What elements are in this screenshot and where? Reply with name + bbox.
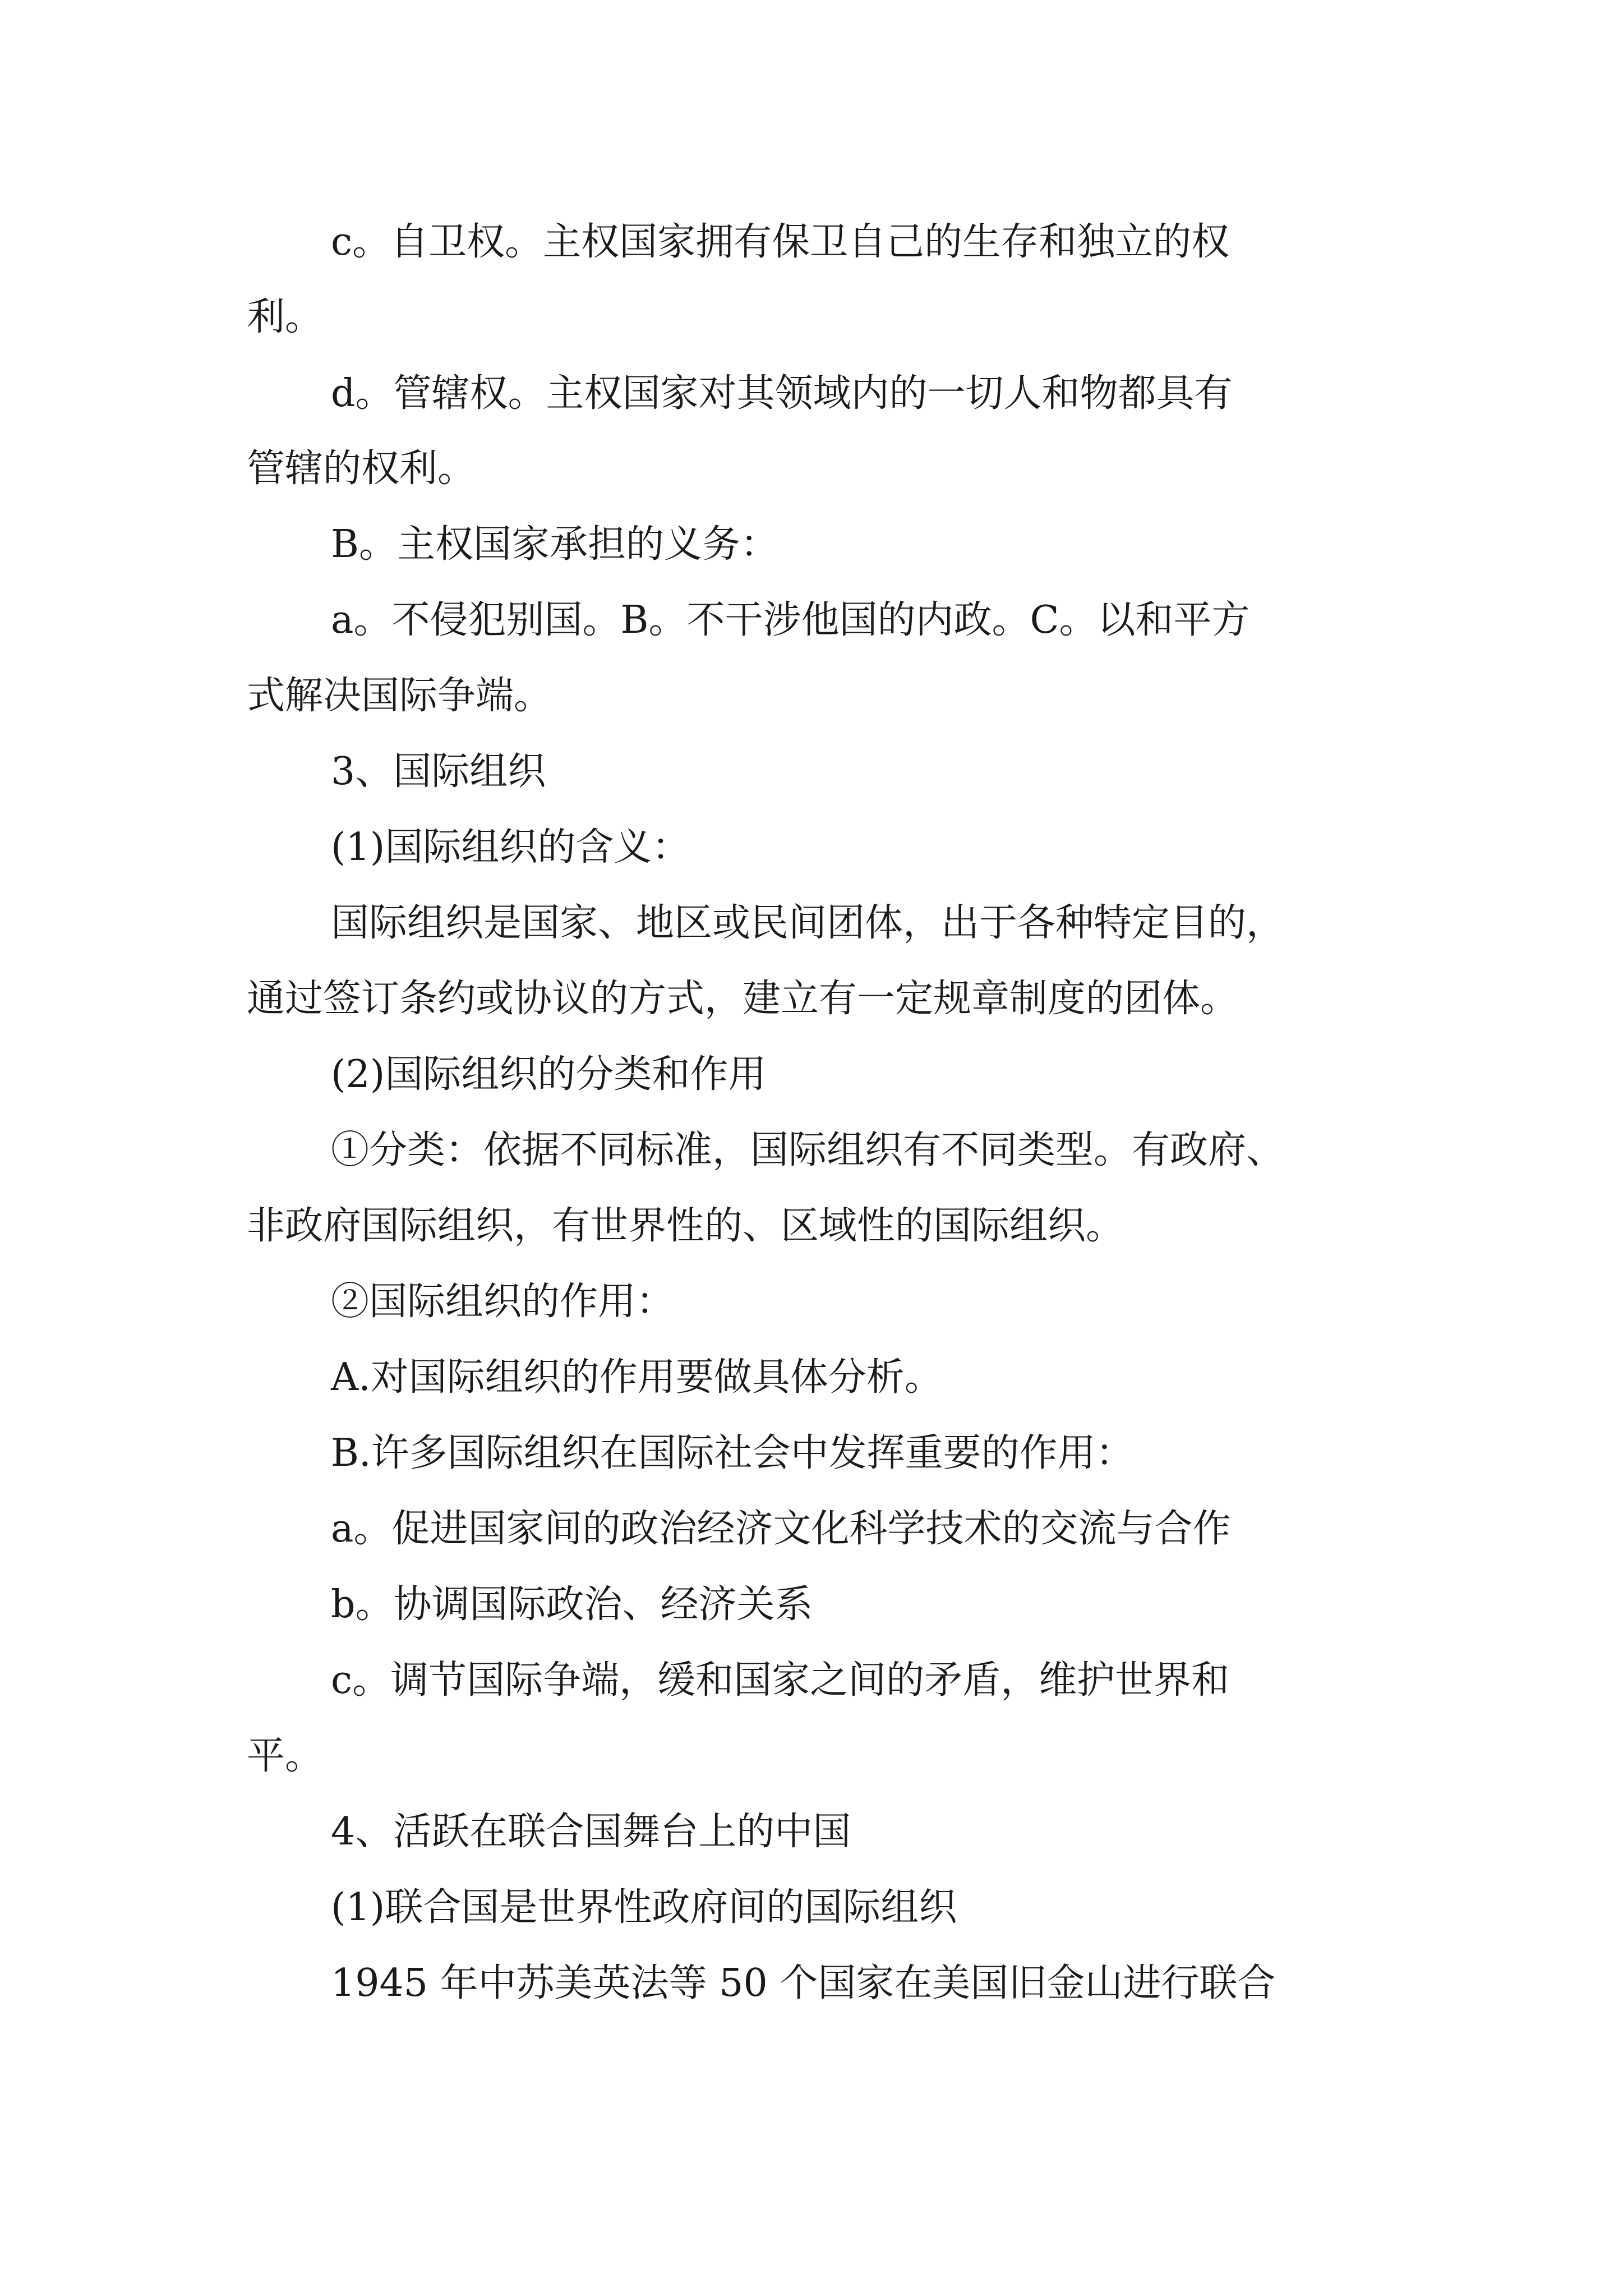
paragraph-line: d。管辖权。主权国家对其领域内的一切人和物都具有 bbox=[331, 371, 1233, 416]
subsection-heading: (1)联合国是世界性政府间的国际组织 bbox=[331, 1885, 957, 1930]
paragraph-line: 管辖的权利。 bbox=[247, 447, 476, 491]
paragraph-line: 1945 年中苏美英法等 50 个国家在美国旧金山进行联合 bbox=[331, 1961, 1276, 2005]
paragraph-line: a。不侵犯别国。B。不干涉他国的内政。C。以和平方 bbox=[331, 598, 1250, 642]
paragraph-line: B。主权国家承担的义务： bbox=[331, 522, 778, 567]
paragraph-line: ②国际组织的作用： bbox=[331, 1280, 675, 1324]
section-heading: 3、国际组织 bbox=[331, 749, 546, 794]
paragraph-line: A.对国际组织的作用要做具体分析。 bbox=[331, 1355, 943, 1400]
section-heading: 4、活跃在联合国舞台上的中国 bbox=[331, 1810, 851, 1854]
paragraph-line: c。自卫权。主权国家拥有保卫自己的生存和独立的权 bbox=[331, 220, 1230, 264]
paragraph-line: c。调节国际争端，缓和国家之间的矛盾，维护世界和 bbox=[331, 1658, 1230, 1703]
subsection-heading: (2)国际组织的分类和作用 bbox=[331, 1052, 767, 1097]
paragraph-line: 利。 bbox=[247, 295, 324, 339]
paragraph-line: 式解决国际争端。 bbox=[247, 674, 552, 718]
subsection-heading: (1)国际组织的含义： bbox=[331, 825, 690, 869]
paragraph-line: b。协调国际政治、经济关系 bbox=[331, 1582, 813, 1627]
paragraph-line: 非政府国际组织，有世界性的、区域性的国际组织。 bbox=[247, 1204, 1124, 1248]
paragraph-line: 通过签订条约或协议的方式，建立有一定规章制度的团体。 bbox=[247, 977, 1239, 1021]
paragraph-line: B.许多国际组织在国际社会中发挥重要的作用： bbox=[331, 1431, 1134, 1475]
paragraph-line: 平。 bbox=[247, 1734, 324, 1778]
paragraph-line: a。促进国家间的政治经济文化科学技术的交流与合作 bbox=[331, 1507, 1231, 1551]
paragraph-line: 国际组织是国家、地区或民间团体，出于各种特定目的， bbox=[331, 901, 1285, 945]
paragraph-line: ①分类：依据不同标准，国际组织有不同类型。有政府、 bbox=[331, 1128, 1285, 1172]
